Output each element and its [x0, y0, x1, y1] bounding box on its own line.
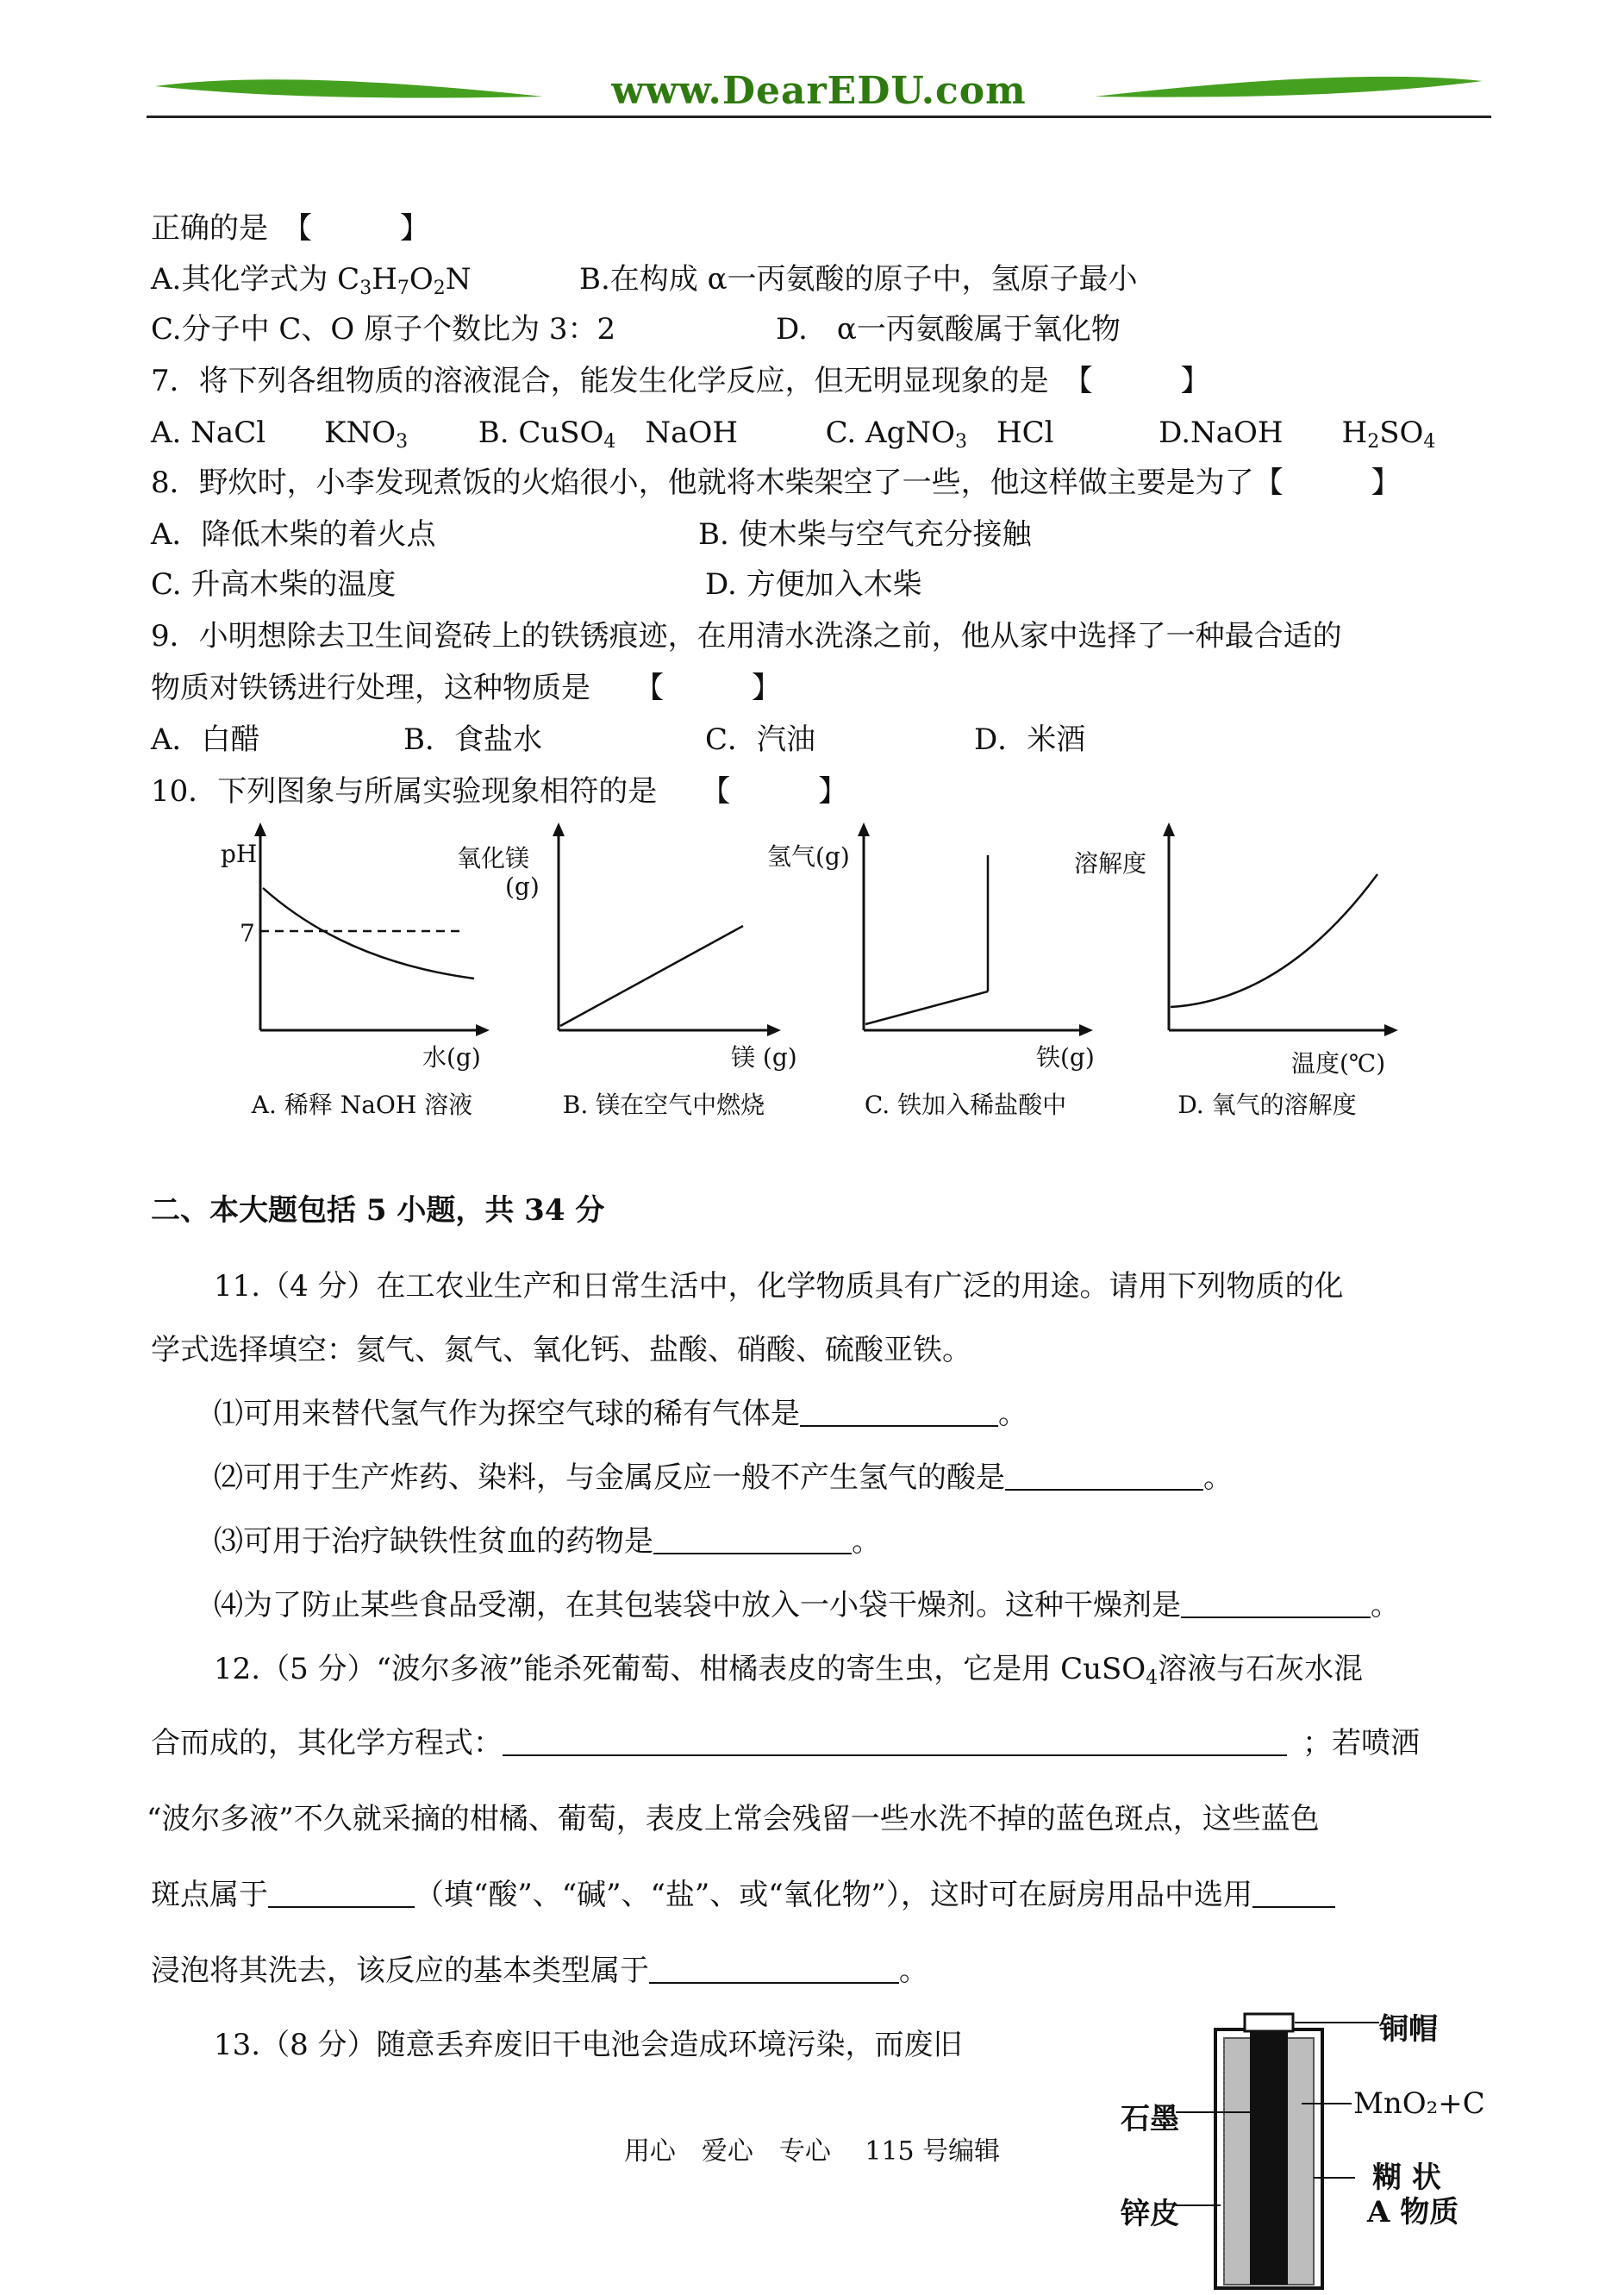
q9-option-d: D．米酒 — [974, 722, 1086, 757]
q7-optC: C. AgNO — [825, 416, 955, 450]
q7-options — [151, 414, 1435, 461]
q6-stem: 正确的是 【 】 — [151, 211, 429, 246]
answer-blank[interactable] — [1181, 1591, 1371, 1618]
copper-cap-label: 铜帽 — [1379, 2012, 1438, 2047]
graph-d-plot — [1121, 819, 1431, 1078]
q9-line1: 9．小明想除去卫生间瓷砖上的铁锈痕迹，在用清水洗涤之前，他从家中选择了一种最合适的 — [151, 619, 1342, 653]
q11-s1-text: ⑴可用来替代氢气作为探空气球的稀有气体是 — [214, 1397, 800, 1431]
graph-a-xlabel: 水(g) — [422, 1043, 481, 1072]
q8-option-a: A．降低木柴的着火点 — [151, 517, 436, 552]
q11-sub1 — [214, 1395, 1027, 1433]
q7-optD: D.NaOH H — [1159, 416, 1368, 450]
equation-blank[interactable] — [503, 1729, 1287, 1756]
q12-line2 — [151, 1724, 1420, 1762]
q11-sub3 — [214, 1523, 881, 1560]
q7-optB-post: NaOH — [615, 416, 738, 450]
q12-line4-pre: 斑点属于 — [151, 1878, 268, 1912]
q8-option-d: D. 方便加入木柴 — [705, 567, 922, 602]
q12-line1-pre: 12.（5 分）“波尔多液”能杀死葡萄、柑橘表皮的寄生虫，它是用 CuSO — [214, 1652, 1146, 1686]
q10-stem: 10．下列图象与所属实验现象相符的是 【 】 — [151, 774, 848, 809]
graph-a-mark: 7 — [240, 919, 255, 947]
q9-line2: 物质对铁锈进行处理，这种物质是 【 】 — [151, 671, 781, 705]
q9-option-c: C．汽油 — [705, 722, 816, 757]
paste-label-2: A 物质 — [1367, 2195, 1459, 2229]
graph-d — [1074, 819, 1431, 1121]
sub: 2 — [1367, 431, 1380, 453]
q6-option-d: D. α一丙氨酸属于氧化物 — [776, 312, 1121, 347]
sub: 4 — [603, 431, 616, 453]
graph-c-xlabel: 铁(g) — [1036, 1043, 1095, 1072]
q6-optA-text: A.其化学式为 C — [151, 262, 360, 297]
page-header — [147, 67, 1491, 128]
q7-stem: 7．将下列各组物质的溶液混合，能发生化学反应，但无明显现象的是 【 】 — [151, 364, 1210, 398]
q6-optA-n: N — [445, 262, 472, 297]
graphite-label: 石墨 — [1121, 2102, 1179, 2136]
paste-label-1: 糊 状 — [1372, 2161, 1441, 2195]
graph-c-caption: C. 铁加入稀盐酸中 — [864, 1091, 1067, 1119]
q7-optA: A. NaCl KNO — [151, 416, 397, 450]
q6-option-b: B.在构成 α一丙氨酸的原子中，氢原子最小 — [579, 262, 1138, 297]
graph-d-xlabel: 温度(℃) — [1291, 1049, 1386, 1078]
period: 。 — [852, 1524, 881, 1559]
sub: 3 — [396, 431, 409, 453]
q8-option-b: B. 使木柴与空气充分接触 — [698, 517, 1032, 552]
section-2-title: 二、本大题包括 5 小题，共 34 分 — [151, 1193, 605, 1228]
period: 。 — [899, 1954, 928, 1988]
q9-option-b: B．食盐水 — [403, 722, 542, 757]
header-rule — [147, 116, 1491, 118]
q8-option-c: C. 升高木柴的温度 — [151, 567, 397, 602]
q12-line5 — [151, 1952, 928, 1990]
sub: 3 — [954, 431, 967, 453]
graph-a-caption: A. 稀释 NaOH 溶液 — [251, 1091, 473, 1119]
q6-optA-h: H — [372, 262, 397, 297]
q11-sub2 — [214, 1459, 1233, 1497]
sub: 7 — [397, 278, 409, 299]
q12-line5-pre: 浸泡将其洗去，该反应的基本类型属于 — [151, 1954, 649, 1988]
q8-stem: 8．野炊时，小李发现煮饭的火焰很小，他就将木柴架空了一些，他这样做主要是为了【 】 — [151, 466, 1401, 500]
q9-option-a: A．白醋 — [151, 722, 260, 757]
sub: 2 — [433, 278, 446, 299]
answer-blank[interactable] — [653, 1527, 852, 1554]
graph-a-ylabel: pH — [221, 840, 258, 868]
sub: 4 — [1146, 1667, 1159, 1689]
graph-c-ylabel: 氢气(g) — [767, 842, 850, 871]
graph-d-caption: D. 氧气的溶解度 — [1177, 1091, 1357, 1119]
answer-blank[interactable] — [800, 1399, 998, 1427]
period: 。 — [998, 1397, 1027, 1431]
q12-line1-post: 溶液与石灰水混 — [1158, 1652, 1364, 1686]
mno2-label: MnO₂+C — [1353, 2086, 1485, 2121]
q12-line4-mid: （填“酸”、“碱”、“盐”、或“氧化物”），这时可在厨房用品中选用 — [415, 1878, 1253, 1912]
q12-line1 — [214, 1650, 1363, 1698]
graph-b-caption: B. 镁在空气中燃烧 — [562, 1091, 765, 1119]
answer-blank[interactable] — [268, 1880, 415, 1908]
q13-line1: 13.（8 分）随意丢弃废旧干电池会造成环境污染，而废旧 — [214, 2028, 963, 2062]
q6-optA-o: O — [409, 262, 434, 297]
q6-option-a — [151, 260, 471, 308]
page-footer: 用心 爱心 专心 115 号编辑 — [623, 2136, 1001, 2167]
zinc-label: 锌皮 — [1121, 2197, 1179, 2231]
period: 。 — [1203, 1460, 1233, 1495]
q7-optD-so: SO — [1379, 416, 1424, 450]
q12-line2-pre: 合而成的，其化学方程式： — [151, 1726, 503, 1760]
q11-sub4 — [214, 1586, 1400, 1624]
sub: 4 — [1423, 431, 1436, 453]
q12-line3: “波尔多液”不久就采摘的柑橘、葡萄，表皮上常会残留一些水洗不掉的蓝色斑点，这些蓝色 — [147, 1802, 1320, 1836]
sub: 3 — [359, 278, 372, 299]
q12-line4 — [151, 1876, 1335, 1914]
answer-blank[interactable] — [1005, 1463, 1203, 1491]
period: 。 — [1371, 1588, 1400, 1623]
q11-line2: 学式选择填空：氦气、氮气、氧化钙、盐酸、硝酸、硫酸亚铁。 — [151, 1333, 971, 1367]
q11-s2-text: ⑵可用于生产炸药、染料，与金属反应一般不产生氢气的酸是 — [214, 1460, 1005, 1495]
answer-blank[interactable] — [1252, 1880, 1335, 1908]
q11-line1: 11.（4 分）在工农业生产和日常生活中，化学物质具有广泛的用途。请用下列物质的化 — [214, 1269, 1344, 1304]
graph-b-ylabel-unit: (g) — [505, 872, 540, 901]
q7-optB: B. CuSO — [478, 416, 604, 450]
q12-line2-post: ；若喷洒 — [1302, 1726, 1420, 1760]
graph-d-ylabel: 溶解度 — [1074, 849, 1147, 878]
q6-option-c: C.分子中 C、O 原子个数比为 3：2 — [151, 312, 616, 347]
q7-optC-post: HCl — [966, 416, 1054, 450]
graph-b-xlabel: 镁 (g) — [731, 1043, 797, 1072]
site-logo: www.DearEDU.com — [611, 69, 1027, 113]
q11-s4-text: ⑷为了防止某些食品受潮，在其包装袋中放入一小袋干燥剂。这种干燥剂是 — [214, 1588, 1181, 1623]
answer-blank[interactable] — [649, 1956, 899, 1984]
q11-s3-text: ⑶可用于治疗缺铁性贫血的药物是 — [214, 1524, 653, 1559]
graph-b-ylabel: 氧化镁 — [457, 844, 530, 872]
